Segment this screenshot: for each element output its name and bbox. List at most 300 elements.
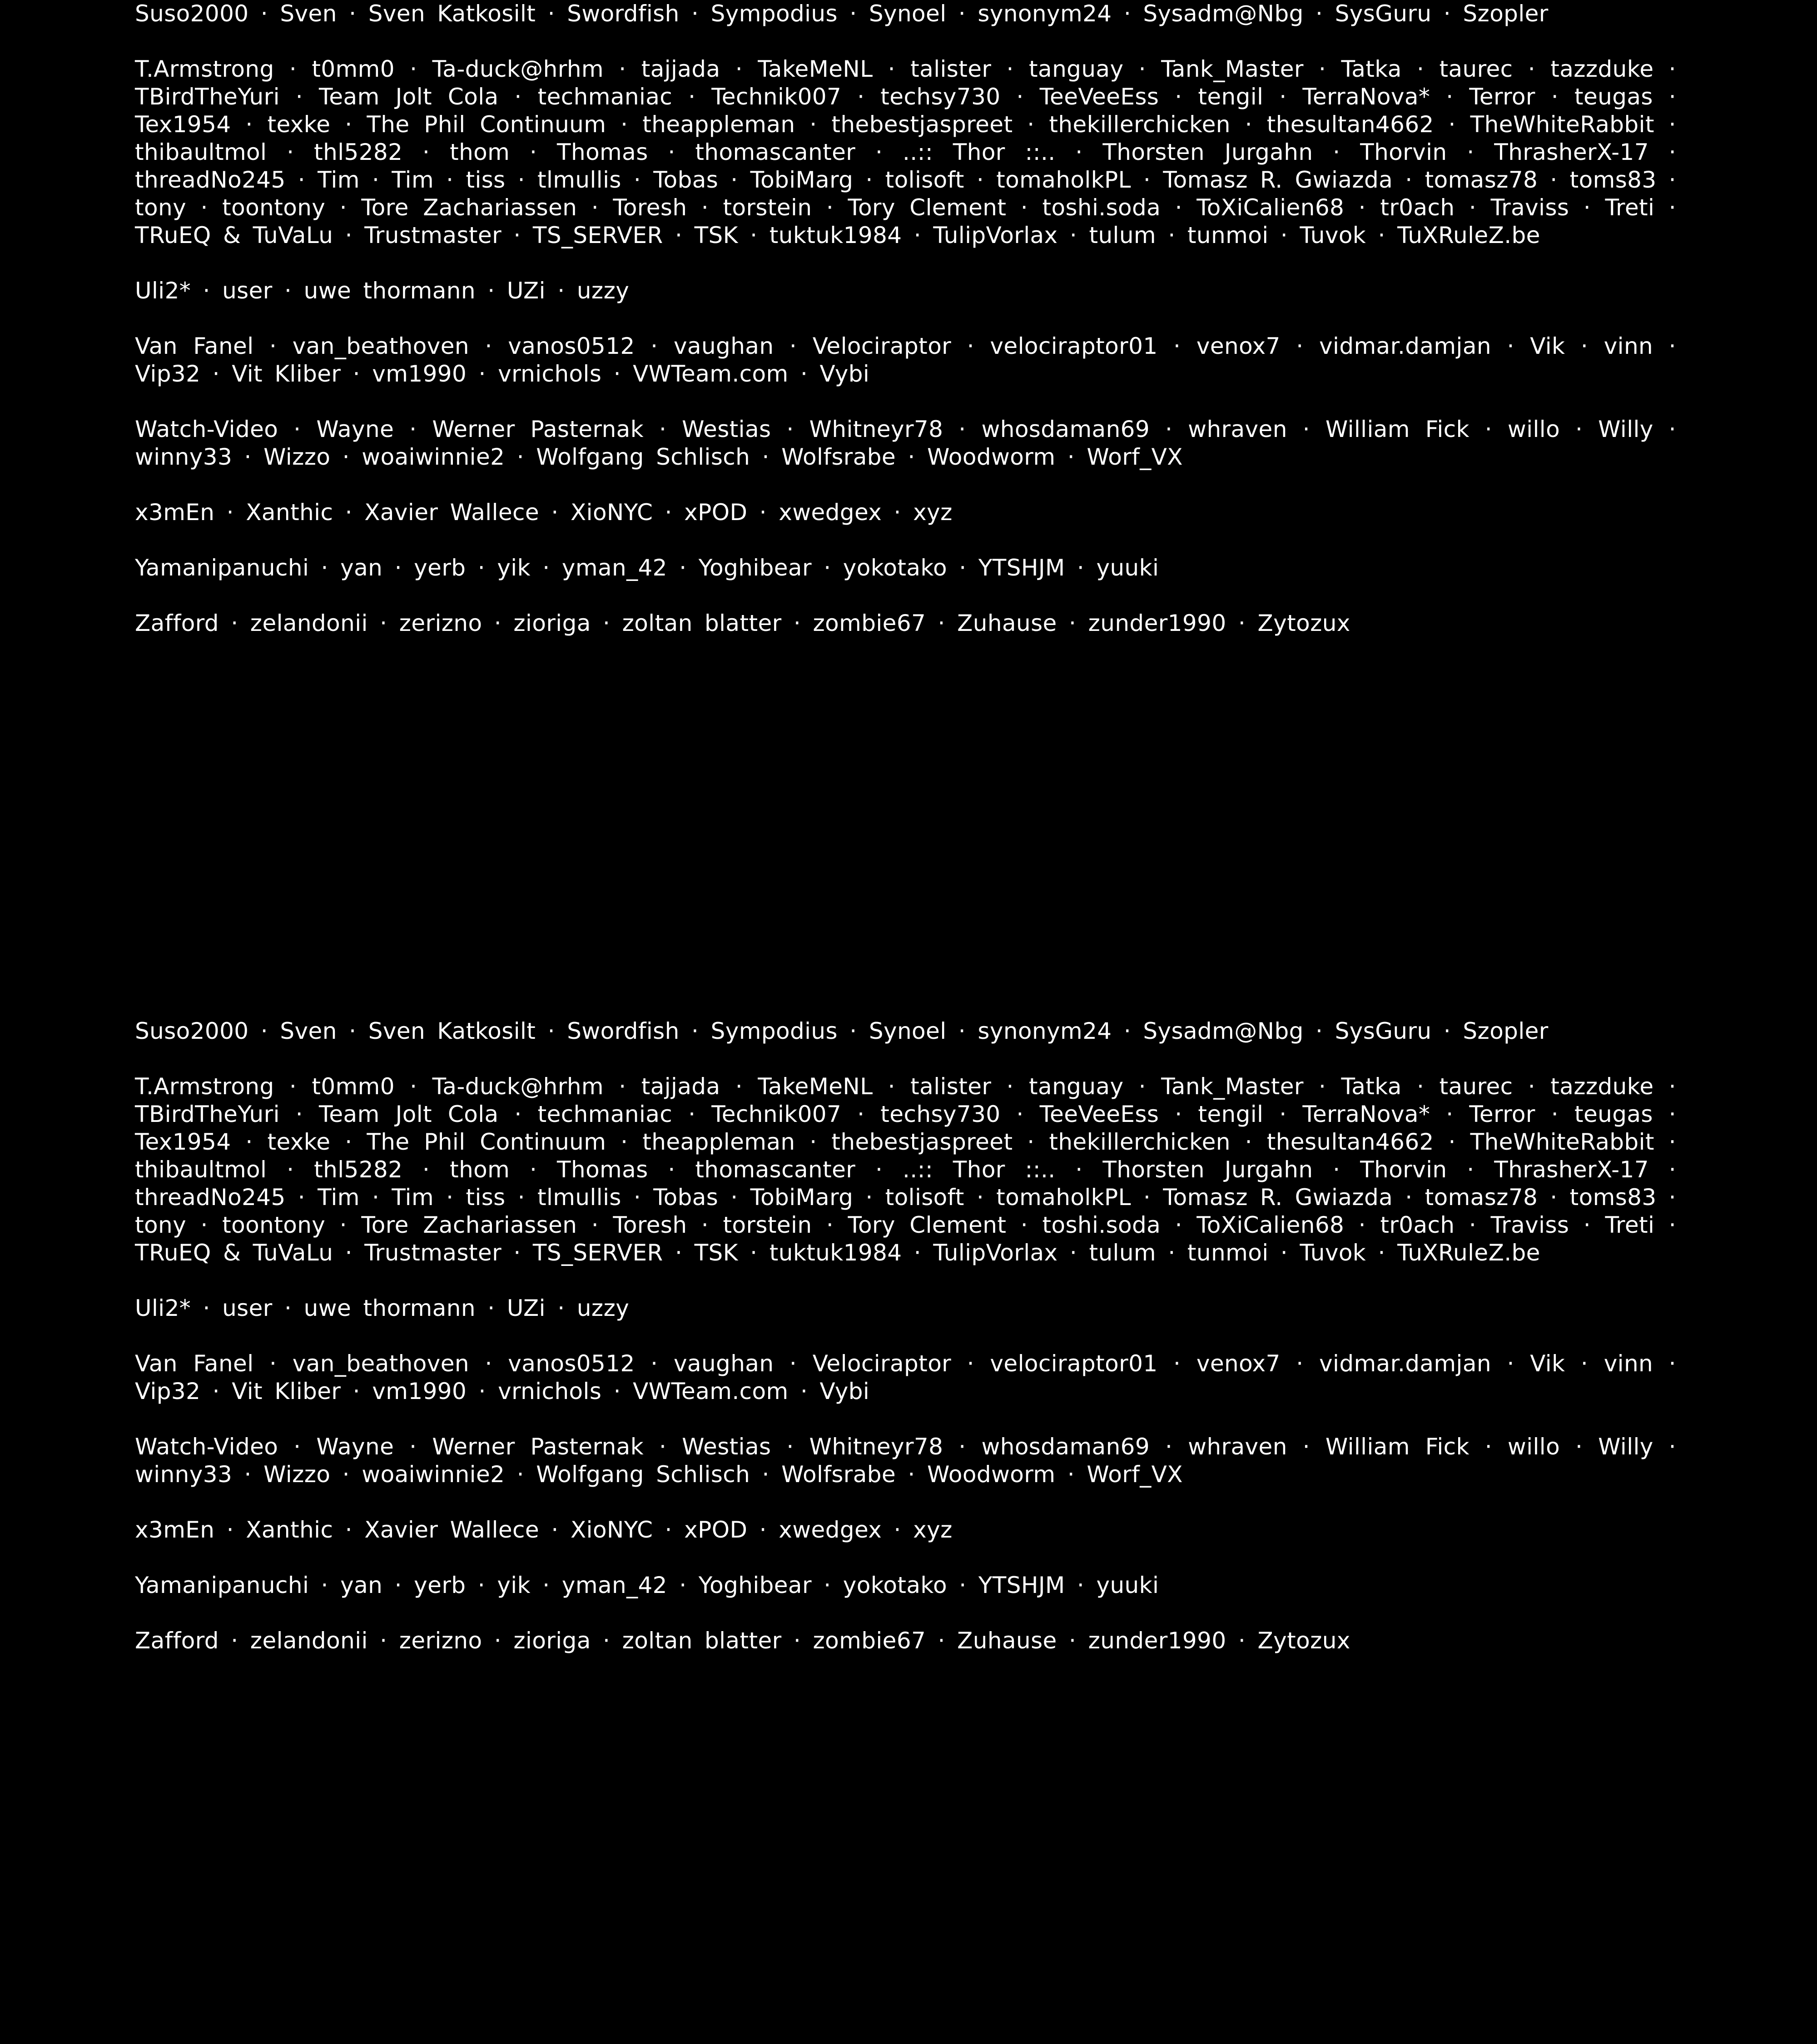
contributor-name: yuuki (1096, 1572, 1159, 1598)
contributor-name: toshi.soda (1042, 194, 1161, 221)
contributor-name: TheWhiteRabbit (1470, 111, 1654, 138)
contributor-name: Toresh (613, 194, 687, 221)
contributor-name: Tomasz R. Gwiazda (1163, 167, 1393, 193)
contributor-name: xwedgex (779, 1517, 882, 1543)
contributor-name: Tim (318, 167, 360, 193)
contributor-name: Sympodius (710, 1018, 838, 1044)
contributor-name: Woodworm (927, 1461, 1056, 1488)
contributor-name: Yamanipanuchi (135, 1572, 309, 1598)
contributor-name: xPOD (684, 499, 748, 526)
contributor-name: thebestjaspreet (831, 1129, 1013, 1155)
contributor-name: Worf_VX (1087, 444, 1183, 470)
contributor-name: user (222, 1295, 273, 1321)
contributor-name: TakeMeNL (758, 56, 873, 82)
contributor-name: Uli2* (135, 278, 191, 304)
contributor-name: Tank_Master (1161, 1073, 1304, 1100)
contributor-name: tazzduke (1550, 1073, 1654, 1100)
contributor-name: Velociraptor (812, 1350, 952, 1377)
contributor-name: Velociraptor (812, 333, 952, 359)
contributor-name: yan (340, 555, 383, 581)
contributor-name: vanos0512 (508, 1350, 635, 1377)
contributor-name: TSK (694, 222, 738, 248)
contributor-name: thekillerchicken (1049, 1129, 1231, 1155)
contributor-name: zioriga (513, 1627, 591, 1654)
contributor-name: XioNYC (571, 499, 653, 526)
contributor-name: Vit Kliber (232, 361, 341, 387)
contributor-name: techmaniac (537, 1101, 673, 1127)
contributor-name: Zafford (135, 610, 219, 636)
credits-block-1 (135, 0, 1676, 665)
contributor-name: Thorsten Jurgahn (1102, 139, 1313, 165)
contributor-name: ThrasherX-17 (1494, 139, 1649, 165)
contributor-name: tunmoi (1187, 1240, 1269, 1266)
contributor-name: tony (135, 1212, 187, 1238)
contributor-name: Wayne (316, 1434, 394, 1460)
contributor-name: vrnichols (498, 361, 602, 387)
name-group-t: T.Armstrong · t0mm0 · Ta-duck@hrhm · tajjada · TakeMeNL · talister · tanguay · Tank_Master · Tatka · taurec · tazzduke · TBirdTheYuri · Team Jolt Cola · techmaniac · Technik007 · techsy730 · TeeVeeEss · tengil · TerraNova* · Terror · teugas · Tex1954 · texke · The Phil Continuum · theappleman · thebestjaspreet · thekillerchicken · thesultan4662 · TheWhiteRabbit · thibaultmol · thl5282 · thom · Thomas · thomascanter · ..:: Thor ::.. · Thorsten Jurgahn · Thorvin · ThrasherX-17 · threadNo245 · Tim · Tim · tiss · tlmullis · Tobas · TobiMarg · tolisoft · tomaholkPL · Tomasz R. Gwiazda · tomasz78 · toms83 · tony · toontony · Tore Zachariassen · Toresh · torstein · Tory Clement · toshi.soda · ToXiCalien68 · tr0ach · Traviss · Treti · TRuEQ & TuVaLu · Trustmaster · TS_SERVER · TSK · tuktuk1984 · TulipVorlax · tulum · tunmoi · Tuvok · TuXRuleZ.be (135, 56, 1677, 248)
contributor-name: Willy (1598, 1434, 1653, 1460)
contributor-name: whraven (1188, 1434, 1287, 1460)
contributor-name: Toresh (613, 1212, 687, 1238)
contributor-name: tolisoft (885, 167, 964, 193)
contributor-name: toshi.soda (1042, 1212, 1161, 1238)
contributor-name: Thorvin (1360, 139, 1447, 165)
contributor-name: toontony (222, 194, 326, 221)
contributor-name: toontony (222, 1212, 326, 1238)
contributor-name: Wizzo (263, 444, 331, 470)
contributor-name: Tuvok (1300, 1240, 1366, 1266)
contributor-name: tajjada (641, 56, 720, 82)
contributor-name: TheWhiteRabbit (1470, 1129, 1654, 1155)
contributor-name: zerizno (399, 610, 482, 636)
contributor-name: thesultan4662 (1266, 111, 1434, 138)
contributor-name: Technik007 (711, 1101, 842, 1127)
contributor-name: theappleman (642, 111, 795, 138)
contributor-name: Swordfish (567, 0, 680, 27)
contributor-name: TS_SERVER (532, 1240, 663, 1266)
contributor-name: Thorsten Jurgahn (1102, 1156, 1313, 1183)
contributor-name: Team Jolt Cola (318, 84, 499, 110)
contributor-name: William Fick (1325, 1434, 1469, 1460)
contributor-name: vidmar.damjan (1319, 1350, 1491, 1377)
contributor-name: tony (135, 194, 187, 221)
contributor-name: threadNo245 (135, 167, 286, 193)
contributor-name: Worf_VX (1087, 1461, 1183, 1488)
contributor-name: tulum (1089, 222, 1157, 248)
contributor-name: yokotako (843, 555, 947, 581)
contributor-name: teugas (1574, 84, 1653, 110)
contributor-name: Watch-Video (135, 416, 278, 442)
contributor-name: zombie67 (813, 1627, 926, 1654)
contributor-name: van_beathoven (292, 333, 469, 359)
name-group-v: Van Fanel · van_beathoven · vanos0512 · vaughan · Velociraptor · velociraptor01 · venox7 · vidmar.damjan · Vik · vinn · Vip32 · Vit Kliber · vm1990 · vrnichols · VWTeam.com · Vybi (135, 333, 1676, 387)
contributor-name: velociraptor01 (990, 1350, 1158, 1377)
contributor-name: TerraNova* (1302, 1101, 1430, 1127)
contributor-name: tomasz78 (1425, 167, 1538, 193)
contributor-name: vinn (1604, 1350, 1653, 1377)
contributor-name: Synoel (869, 1018, 947, 1044)
contributor-name: TBirdTheYuri (135, 1101, 280, 1127)
contributor-name: zoltan blatter (622, 610, 782, 636)
contributor-name: whraven (1188, 416, 1287, 442)
contributor-name: TuXRuleZ.be (1397, 1240, 1540, 1266)
name-group-u: Uli2* · user · uwe thormann · UZi · uzzy (135, 278, 630, 304)
contributor-name: TuXRuleZ.be (1397, 222, 1540, 248)
contributor-name: Tim (392, 167, 434, 193)
name-group-y: Yamanipanuchi · yan · yerb · yik · yman_42 · Yoghibear · yokotako · YTSHJM · yuuki (135, 555, 1159, 581)
contributor-name: thesultan4662 (1266, 1129, 1434, 1155)
credits-block-2 (135, 1017, 1676, 1682)
contributor-name: Yamanipanuchi (135, 555, 309, 581)
contributor-name: thomascanter (695, 1156, 856, 1183)
contributor-name: T.Armstrong (135, 56, 274, 82)
contributor-name: x3mEn (135, 499, 215, 526)
contributor-name: techsy730 (880, 84, 1001, 110)
contributor-name: willo (1507, 1434, 1560, 1460)
name-group-z: Zafford · zelandonii · zerizno · zioriga · zoltan blatter · zombie67 · Zuhause · zunder1990 · Zytozux (135, 610, 1350, 636)
contributor-name: thibaultmol (135, 139, 267, 165)
contributor-name: Sven (280, 0, 337, 27)
contributor-name: yuuki (1096, 555, 1159, 581)
contributor-name: t0mm0 (312, 1073, 395, 1100)
contributor-name: TRuEQ & TuVaLu (135, 222, 333, 248)
contributor-name: TobiMarg (750, 1184, 854, 1211)
contributor-name: thl5282 (314, 1156, 403, 1183)
contributor-name: winny33 (135, 1461, 233, 1488)
contributor-name: Vik (1530, 1350, 1565, 1377)
contributor-name: tajjada (641, 1073, 720, 1100)
contributor-name: zelandonii (250, 610, 368, 636)
contributor-name: uzzy (576, 278, 630, 304)
contributor-name: Szopler (1463, 0, 1549, 27)
contributor-name: t0mm0 (312, 56, 395, 82)
contributor-name: ThrasherX-17 (1494, 1156, 1649, 1183)
contributor-name: thekillerchicken (1049, 111, 1231, 138)
contributor-name: Team Jolt Cola (318, 1101, 499, 1127)
contributor-name: Xavier Wallece (364, 499, 540, 526)
contributor-name: xyz (913, 1517, 953, 1543)
contributor-name: techsy730 (880, 1101, 1001, 1127)
contributor-name: tomasz78 (1425, 1184, 1538, 1211)
contributor-name: yerb (414, 555, 466, 581)
contributor-name: TobiMarg (750, 167, 854, 193)
contributor-name: zoltan blatter (622, 1627, 782, 1654)
contributor-name: uwe thormann (303, 1295, 476, 1321)
contributor-name: Szopler (1463, 1018, 1549, 1044)
contributor-name: yik (497, 555, 531, 581)
contributor-name: Tory Clement (848, 194, 1007, 221)
contributor-name: Suso2000 (135, 0, 249, 27)
contributor-name: synonym24 (978, 1018, 1112, 1044)
contributor-name: TRuEQ & TuVaLu (135, 1240, 333, 1266)
contributor-name: Sven Katkosilt (368, 1018, 536, 1044)
contributor-name: Xavier Wallece (364, 1517, 540, 1543)
contributor-name: whosdaman69 (981, 416, 1150, 442)
contributor-name: Tobas (653, 1184, 719, 1211)
contributor-name: tr0ach (1380, 1212, 1455, 1238)
contributor-name: tulum (1089, 1240, 1157, 1266)
contributor-name: ToXiCalien68 (1196, 194, 1345, 221)
contributor-name: Tim (318, 1184, 360, 1211)
contributor-name: Sysadm@Nbg (1143, 1018, 1304, 1044)
name-group-w: Watch-Video · Wayne · Werner Pasternak · Westias · Whitneyr78 · whosdaman69 · whraven · William Fick · willo · Willy · winny33 · Wizzo · woaiwinnie2 · Wolfgang Schlisch · Wolfsrabe · Woodworm · Worf_VX (135, 1434, 1676, 1488)
contributor-name: theappleman (642, 1129, 795, 1155)
contributor-name: Willy (1598, 416, 1653, 442)
contributor-name: Wayne (316, 416, 394, 442)
name-group-v: Van Fanel · van_beathoven · vanos0512 · vaughan · Velociraptor · velociraptor01 · venox7 · vidmar.damjan · Vik · vinn · Vip32 · Vit Kliber · vm1990 · vrnichols · VWTeam.com · Vybi (135, 1350, 1676, 1404)
contributor-name: Tobas (653, 167, 719, 193)
contributor-name: yik (497, 1572, 531, 1598)
contributor-name: Uli2* (135, 1295, 191, 1321)
contributor-name: whosdaman69 (981, 1434, 1150, 1460)
contributor-name: TBirdTheYuri (135, 84, 280, 110)
contributor-name: van_beathoven (292, 1350, 469, 1377)
contributor-name: Watch-Video (135, 1434, 278, 1460)
contributor-name: toms83 (1569, 1184, 1657, 1211)
contributor-name: Tex1954 (135, 111, 231, 138)
contributor-name: Werner Pasternak (432, 1434, 644, 1460)
contributor-name: T.Armstrong (135, 1073, 274, 1100)
contributor-name: torstein (723, 1212, 812, 1238)
contributor-name: Tatka (1341, 56, 1402, 82)
contributor-name: tolisoft (885, 1184, 964, 1211)
contributor-name: Yoghibear (698, 555, 812, 581)
contributor-name: Wolfsrabe (781, 1461, 896, 1488)
contributor-name: ..:: Thor ::.. (902, 1156, 1056, 1183)
contributor-name: toms83 (1569, 167, 1657, 193)
contributor-name: Vit Kliber (232, 1378, 341, 1404)
contributor-name: tomaholkPL (996, 1184, 1131, 1211)
contributor-name: Yoghibear (698, 1572, 812, 1598)
contributor-name: Wizzo (263, 1461, 331, 1488)
contributor-name: thomascanter (695, 139, 856, 165)
contributor-name: Tim (392, 1184, 434, 1211)
contributor-name: UZi (506, 1295, 546, 1321)
contributor-name: UZi (506, 278, 546, 304)
contributor-name: tanguay (1029, 56, 1124, 82)
name-group-s: Suso2000 · Sven · Sven Katkosilt · Swordfish · Sympodius · Synoel · synonym24 · Sysadm@Nbg · SysGuru · Szopler (135, 1018, 1549, 1044)
contributor-name: Trustmaster (364, 1240, 502, 1266)
contributor-name: woaiwinnie2 (362, 1461, 505, 1488)
contributor-name: tr0ach (1380, 194, 1455, 221)
contributor-name: ..:: Thor ::.. (902, 139, 1056, 165)
contributor-name: vidmar.damjan (1319, 333, 1491, 359)
contributor-name: Synoel (869, 0, 947, 27)
contributor-name: zelandonii (250, 1627, 368, 1654)
contributor-name: SysGuru (1335, 0, 1432, 27)
contributor-name: Sympodius (710, 0, 838, 27)
contributor-name: vm1990 (372, 1378, 467, 1404)
contributor-name: Technik007 (711, 84, 842, 110)
contributor-name: TeeVeeEss (1039, 84, 1159, 110)
contributor-name: Van Fanel (135, 333, 254, 359)
contributor-name: yan (340, 1572, 383, 1598)
contributor-name: tomaholkPL (996, 167, 1131, 193)
contributor-name: Tatka (1341, 1073, 1402, 1100)
contributor-name: Treti (1605, 194, 1655, 221)
contributor-name: Whitneyr78 (809, 416, 943, 442)
name-group-z: Zafford · zelandonii · zerizno · zioriga · zoltan blatter · zombie67 · Zuhause · zunder1990 · Zytozux (135, 1627, 1350, 1654)
contributor-name: tiss (466, 167, 506, 193)
contributor-name: tazzduke (1550, 56, 1654, 82)
contributor-name: Zuhause (957, 610, 1057, 636)
contributor-name: xyz (913, 499, 953, 526)
contributor-name: venox7 (1196, 1350, 1281, 1377)
contributor-name: tlmullis (537, 167, 621, 193)
contributor-name: teugas (1574, 1101, 1653, 1127)
contributor-name: thl5282 (314, 139, 403, 165)
contributor-name: Thomas (557, 1156, 648, 1183)
contributor-name: winny33 (135, 444, 233, 470)
contributor-name: thibaultmol (135, 1156, 267, 1183)
contributor-name: velociraptor01 (990, 333, 1158, 359)
contributor-name: Sven Katkosilt (368, 0, 536, 27)
contributor-name: vm1990 (372, 361, 467, 387)
contributor-name: woaiwinnie2 (362, 444, 505, 470)
contributor-name: torstein (723, 194, 812, 221)
contributor-name: Wolfgang Schlisch (536, 444, 750, 470)
contributor-name: vanos0512 (508, 333, 635, 359)
contributor-name: Vybi (819, 1378, 870, 1404)
contributor-name: VWTeam.com (633, 1378, 789, 1404)
contributor-name: uzzy (576, 1295, 630, 1321)
contributor-name: Zytozux (1257, 1627, 1350, 1654)
contributor-name: Tank_Master (1161, 56, 1304, 82)
contributor-name: yokotako (843, 1572, 947, 1598)
contributor-name: ToXiCalien68 (1196, 1212, 1345, 1238)
contributor-name: Trustmaster (364, 222, 502, 248)
contributor-name: vaughan (673, 1350, 774, 1377)
contributor-name: Vik (1530, 333, 1565, 359)
contributor-name: xPOD (684, 1517, 748, 1543)
contributor-name: talister (910, 56, 992, 82)
contributor-name: VWTeam.com (633, 361, 789, 387)
contributor-name: user (222, 278, 273, 304)
contributor-name: yman_42 (561, 555, 667, 581)
contributor-name: TeeVeeEss (1039, 1101, 1159, 1127)
contributor-name: techmaniac (537, 84, 673, 110)
contributor-name: TSK (694, 1240, 738, 1266)
contributor-name: YTSHJM (978, 1572, 1065, 1598)
name-group-y: Yamanipanuchi · yan · yerb · yik · yman_42 · Yoghibear · yokotako · YTSHJM · yuuki (135, 1572, 1159, 1598)
contributor-name: taurec (1439, 56, 1513, 82)
contributor-name: tiss (466, 1184, 506, 1211)
contributor-name: Tory Clement (848, 1212, 1007, 1238)
contributor-name: Westias (682, 416, 771, 442)
contributor-name: vaughan (673, 333, 774, 359)
contributor-name: Tore Zachariassen (361, 194, 577, 221)
contributor-name: Sven (280, 1018, 337, 1044)
contributor-name: Zuhause (957, 1627, 1057, 1654)
contributor-name: YTSHJM (978, 555, 1065, 581)
contributor-name: Terror (1469, 1101, 1535, 1127)
contributor-name: zunder1990 (1088, 1627, 1226, 1654)
contributor-name: tuktuk1984 (769, 222, 902, 248)
contributor-name: Ta-duck@hrhm (432, 1073, 604, 1100)
contributor-name: texke (267, 1129, 331, 1155)
contributor-name: Swordfish (567, 1018, 680, 1044)
name-group-w: Watch-Video · Wayne · Werner Pasternak · Westias · Whitneyr78 · whosdaman69 · whraven · William Fick · willo · Willy · winny33 · Wizzo · woaiwinnie2 · Wolfgang Schlisch · Wolfsrabe · Woodworm · Worf_VX (135, 416, 1676, 470)
contributor-name: synonym24 (978, 0, 1112, 27)
contributor-name: Tex1954 (135, 1129, 231, 1155)
contributor-name: Woodworm (927, 444, 1056, 470)
contributor-name: texke (267, 111, 331, 138)
contributor-name: thom (450, 1156, 510, 1183)
contributor-name: The Phil Continuum (367, 1129, 606, 1155)
contributor-name: Wolfsrabe (781, 444, 896, 470)
contributor-name: Vip32 (135, 1378, 201, 1404)
contributor-name: thom (450, 139, 510, 165)
contributor-name: tanguay (1029, 1073, 1124, 1100)
contributor-name: Terror (1469, 84, 1535, 110)
contributor-name: SysGuru (1335, 1018, 1432, 1044)
contributor-name: TS_SERVER (532, 222, 663, 248)
contributor-name: tunmoi (1187, 222, 1269, 248)
contributor-name: Whitneyr78 (809, 1434, 943, 1460)
contributor-name: Tuvok (1300, 222, 1366, 248)
contributor-name: zerizno (399, 1627, 482, 1654)
contributor-name: Xanthic (246, 499, 333, 526)
contributor-name: Traviss (1490, 1212, 1569, 1238)
contributor-name: Tomasz R. Gwiazda (1163, 1184, 1393, 1211)
name-group-x: x3mEn · Xanthic · Xavier Wallece · XioNYC · xPOD · xwedgex · xyz (135, 1517, 953, 1543)
contributor-name: talister (910, 1073, 992, 1100)
contributor-name: Wolfgang Schlisch (536, 1461, 750, 1488)
contributor-name: thebestjaspreet (831, 111, 1013, 138)
contributor-name: yerb (414, 1572, 466, 1598)
contributor-name: taurec (1439, 1073, 1513, 1100)
contributor-name: Thomas (557, 139, 648, 165)
name-group-t: T.Armstrong · t0mm0 · Ta-duck@hrhm · tajjada · TakeMeNL · talister · tanguay · Tank_Master · Tatka · taurec · tazzduke · TBirdTheYuri · Team Jolt Cola · techmaniac · Technik007 · techsy730 · TeeVeeEss · tengil · TerraNova* · Terror · teugas · Tex1954 · texke · The Phil Continuum · theappleman · thebestjaspreet · thekillerchicken · thesultan4662 · TheWhiteRabbit · thibaultmol · thl5282 · thom · Thomas · thomascanter · ..:: Thor ::.. · Thorsten Jurgahn · Thorvin · ThrasherX-17 · threadNo245 · Tim · Tim · tiss · tlmullis · Tobas · TobiMarg · tolisoft · tomaholkPL · Tomasz R. Gwiazda · tomasz78 · toms83 · tony · toontony · Tore Zachariassen · Toresh · torstein · Tory Clement · toshi.soda · ToXiCalien68 · tr0ach · Traviss · Treti · TRuEQ & TuVaLu · Trustmaster · TS_SERVER · TSK · tuktuk1984 · TulipVorlax · tulum · tunmoi · Tuvok · TuXRuleZ.be (135, 1073, 1677, 1266)
contributor-name: tengil (1198, 84, 1264, 110)
contributor-name: x3mEn (135, 1517, 215, 1543)
contributor-name: Westias (682, 1434, 771, 1460)
contributor-name: zioriga (513, 610, 591, 636)
contributor-name: William Fick (1325, 416, 1469, 442)
contributor-name: XioNYC (571, 1517, 653, 1543)
contributor-name: Suso2000 (135, 1018, 249, 1044)
contributor-name: The Phil Continuum (367, 111, 606, 138)
contributor-name: TakeMeNL (758, 1073, 873, 1100)
contributor-name: venox7 (1196, 333, 1281, 359)
contributor-name: Werner Pasternak (432, 416, 644, 442)
contributor-name: Zytozux (1257, 610, 1350, 636)
contributor-name: TulipVorlax (933, 222, 1058, 248)
contributor-name: Treti (1605, 1212, 1655, 1238)
contributor-name: vinn (1604, 333, 1653, 359)
name-group-u: Uli2* · user · uwe thormann · UZi · uzzy (135, 1295, 630, 1321)
contributor-name: Traviss (1490, 194, 1569, 221)
contributor-name: TulipVorlax (933, 1240, 1058, 1266)
contributor-name: vrnichols (498, 1378, 602, 1404)
contributor-name: zunder1990 (1088, 610, 1226, 636)
contributor-name: Vybi (819, 361, 870, 387)
contributor-name: Vip32 (135, 361, 201, 387)
contributor-name: Thorvin (1360, 1156, 1447, 1183)
contributor-name: tuktuk1984 (769, 1240, 902, 1266)
contributor-name: Van Fanel (135, 1350, 254, 1377)
name-group-x: x3mEn · Xanthic · Xavier Wallece · XioNYC · xPOD · xwedgex · xyz (135, 499, 953, 526)
contributor-name: Sysadm@Nbg (1143, 0, 1304, 27)
contributor-name: yman_42 (561, 1572, 667, 1598)
contributor-name: Tore Zachariassen (361, 1212, 577, 1238)
contributor-name: Ta-duck@hrhm (432, 56, 604, 82)
contributor-name: zombie67 (813, 610, 926, 636)
contributor-name: tlmullis (537, 1184, 621, 1211)
contributor-name: xwedgex (779, 499, 882, 526)
contributor-name: Xanthic (246, 1517, 333, 1543)
contributor-name: Zafford (135, 1627, 219, 1654)
